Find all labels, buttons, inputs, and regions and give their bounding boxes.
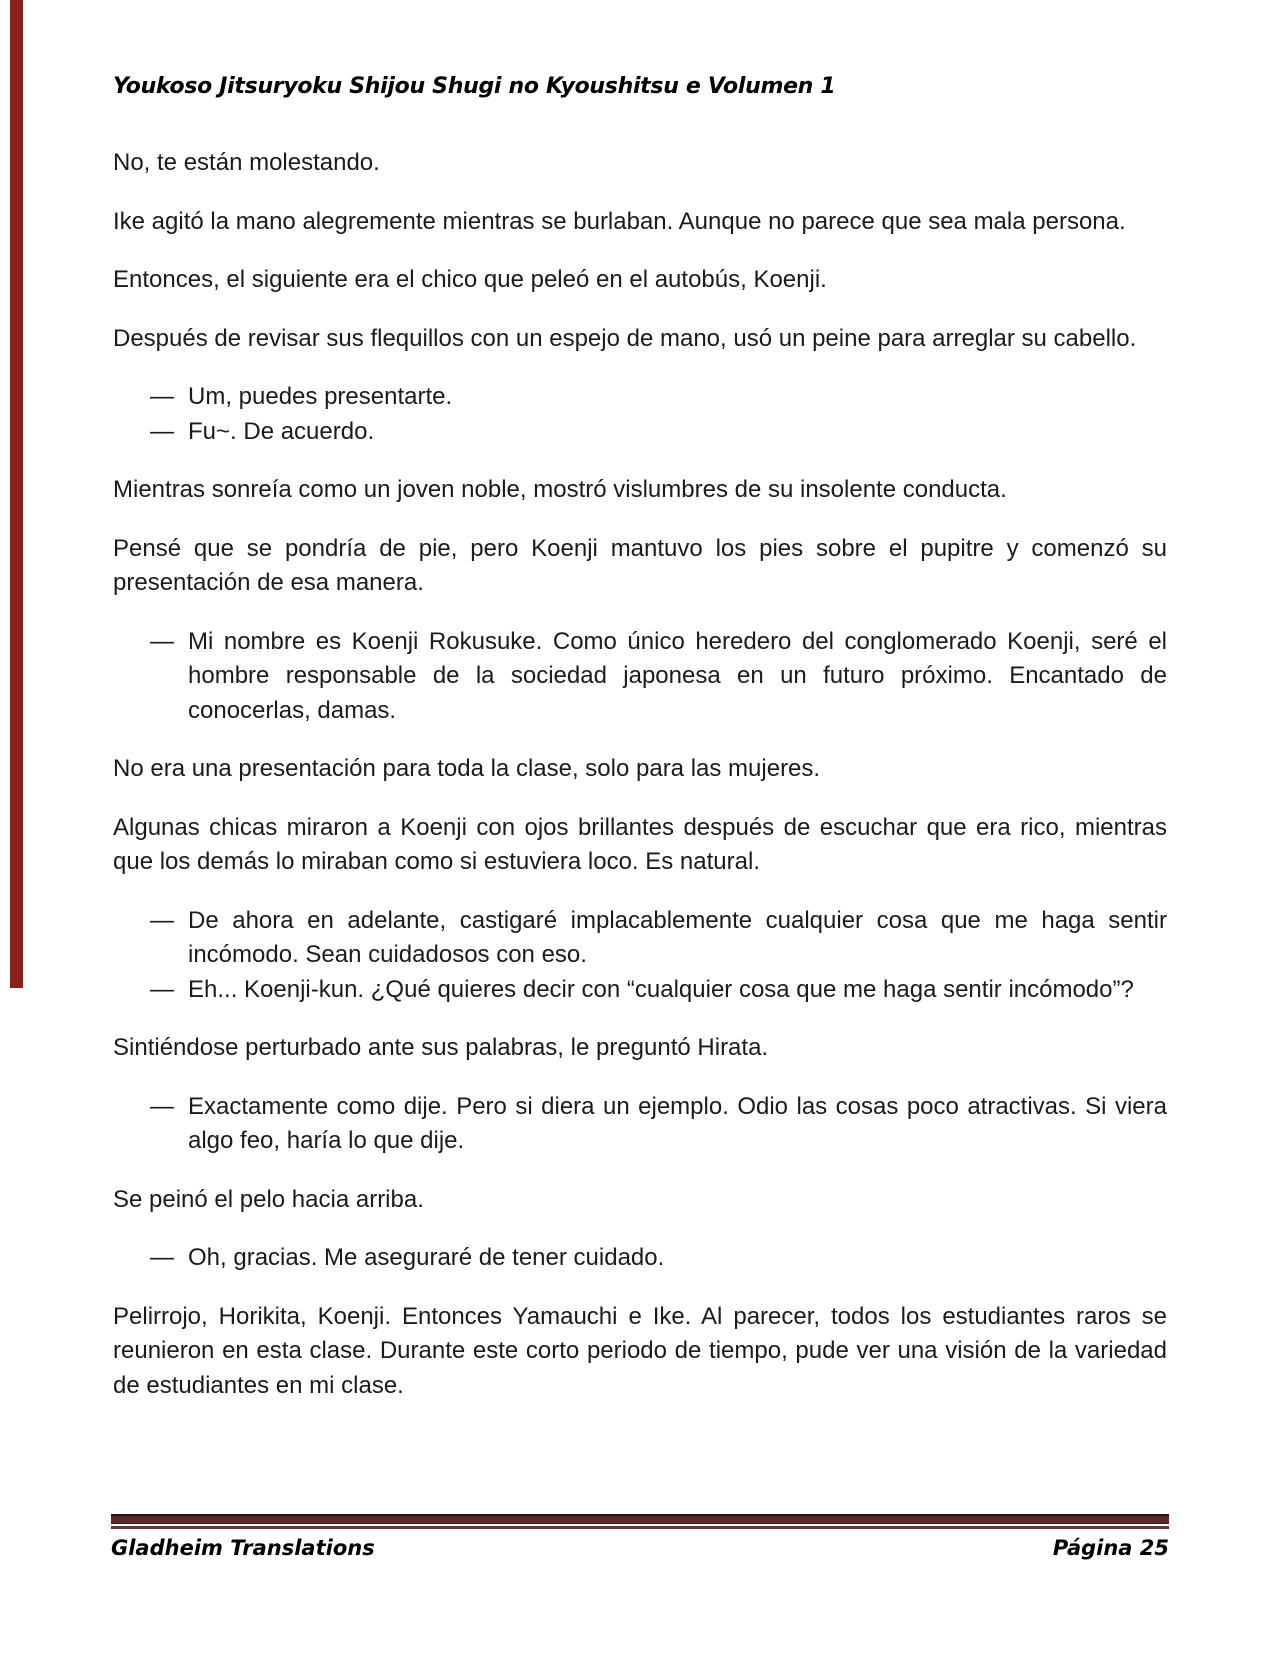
paragraph: Algunas chicas miraron a Koenji con ojos brillantes después de escuchar que era rico, mientras que los demás lo miraban como si estuviera loco. Es natural. bbox=[113, 813, 1167, 875]
paragraph: Entonces, el siguiente era el chico que peleó en el autobús, Koenji. bbox=[113, 266, 827, 293]
document-header bbox=[113, 74, 1167, 99]
dialogue-line: — Fu~. De acuerdo. bbox=[113, 415, 1167, 450]
dialogue-line: — Exactamente como dije. Pero si diera un ejemplo. Odio las cosas poco atractivas. Si viera algo feo, haría lo que dije. bbox=[113, 1090, 1167, 1159]
footer-divider-thin-rule bbox=[111, 1526, 1169, 1529]
paragraph: Se peinó el pelo hacia arriba. bbox=[113, 1185, 424, 1213]
paragraph: Pensé que se pondría de pie, pero Koenji mantuvo los pies sobre el pupitre y comenzó su presentación de esa manera. bbox=[113, 534, 1167, 596]
dialogue-line: — Mi nombre es Koenji Rokusuke. Como único heredero del conglomerado Koenji, seré el hombre responsable de la sociedad japonesa en un futuro próximo. Encantado de conocerlas, damas. bbox=[113, 625, 1167, 729]
dialogue-block bbox=[113, 380, 1167, 449]
paragraph: Pelirrojo, Horikita, Koenji. Entonces Yamauchi e Ike. Al parecer, todos los estudiantes raros se reunieron en esta clase. Durante este corto periodo de tiempo, pude ver una visión de la variedad de estudiantes en mi clase. bbox=[113, 1302, 1167, 1399]
footer-divider bbox=[111, 1514, 1169, 1529]
em-dash: — bbox=[150, 1244, 174, 1271]
paragraph: No, te están molestando. bbox=[113, 149, 380, 176]
paragraph: Después de revisar sus flequillos con un espejo de mano, usó un peine para arreglar su cabello. bbox=[113, 324, 1137, 352]
paragraph: Sintiéndose perturbado ante sus palabras, le preguntó Hirata. bbox=[113, 1034, 769, 1061]
footer-translator-credit: Gladheim Translations bbox=[111, 1536, 375, 1560]
footer-row bbox=[111, 1536, 1169, 1560]
dialogue-block bbox=[113, 904, 1167, 1008]
footer-divider-thick-rule bbox=[111, 1514, 1169, 1524]
em-dash: — bbox=[150, 417, 174, 445]
dialogue-line: — Oh, gracias. Me aseguraré de tener cuidado. bbox=[113, 1241, 1167, 1276]
em-dash: — bbox=[150, 383, 174, 410]
paragraph: No era una presentación para toda la clase, solo para las mujeres. bbox=[113, 755, 821, 782]
em-dash: — bbox=[150, 975, 174, 1003]
em-dash: — bbox=[150, 627, 174, 655]
dialogue-block bbox=[113, 1241, 1167, 1276]
document-body bbox=[113, 146, 1167, 1427]
document-footer bbox=[111, 1514, 1169, 1560]
dialogue-line: — De ahora en adelante, castigaré implacablemente cualquier cosa que me haga sentir incómodo. Sean cuidadosos con eso. bbox=[113, 904, 1167, 973]
footer-page-number: Página 25 bbox=[1052, 1536, 1169, 1560]
paragraph: Ike agitó la mano alegremente mientras se burlaban. Aunque no parece que sea mala persona. bbox=[113, 207, 1126, 235]
dialogue-block bbox=[113, 625, 1167, 729]
left-accent-bar bbox=[10, 0, 23, 988]
em-dash: — bbox=[150, 1092, 174, 1120]
dialogue-line: — Um, puedes presentarte. bbox=[113, 380, 1167, 415]
dialogue-line: — Eh... Koenji-kun. ¿Qué quieres decir con “cualquier cosa que me haga sentir incómodo”? bbox=[113, 973, 1167, 1008]
document-title: Youkoso Jitsuryoku Shijou Shugi no Kyoushitsu e Volumen 1 bbox=[113, 74, 836, 99]
dialogue-block bbox=[113, 1090, 1167, 1159]
paragraph: Mientras sonreía como un joven noble, mostró vislumbres de su insolente conducta. bbox=[113, 476, 1007, 503]
em-dash: — bbox=[150, 906, 174, 934]
